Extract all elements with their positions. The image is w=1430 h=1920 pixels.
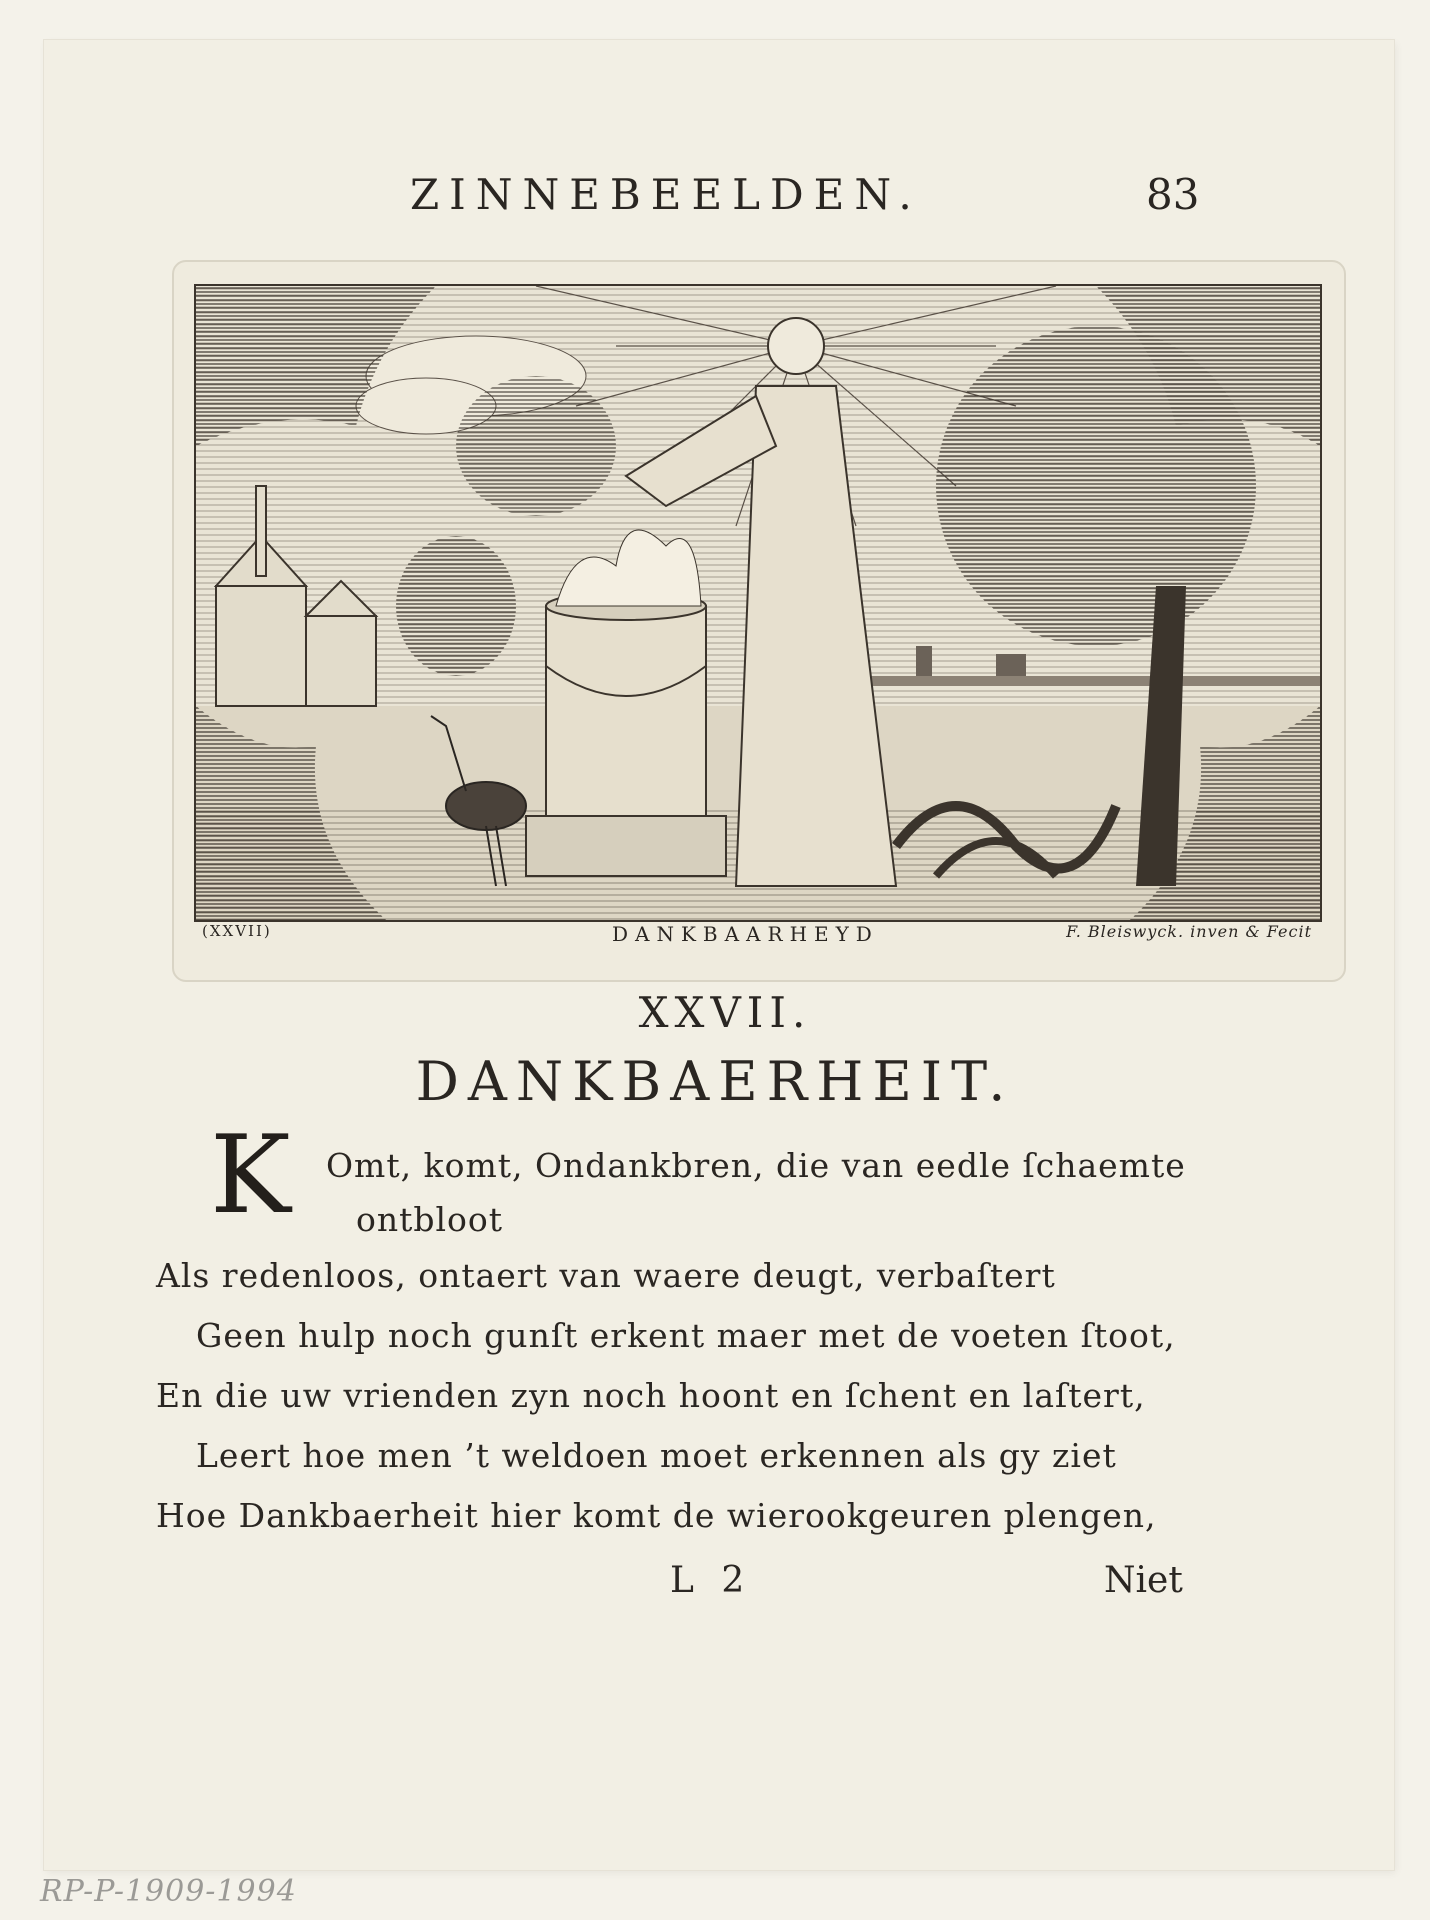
emblem-number: XXVII. bbox=[638, 988, 812, 1037]
inventory-number: RP-P-1909-1994 bbox=[40, 1874, 297, 1909]
verse-line: Hoe Dankbaerheit hier komt de wierookgeuren plengen, bbox=[156, 1496, 1157, 1535]
tree-icon bbox=[396, 536, 516, 676]
altar-icon bbox=[526, 592, 726, 876]
verse-line: En die uw vrienden zyn noch hoont en ſchent en laſtert, bbox=[156, 1376, 1146, 1415]
drop-cap: K bbox=[210, 1113, 291, 1238]
verse-line: ontbloot bbox=[356, 1200, 504, 1239]
verse-line: Leert hoe men ’t weldoen moet erkennen als gy ziet bbox=[196, 1436, 1117, 1475]
signature-mark: L 2 bbox=[670, 1560, 753, 1601]
plate-title: DANKBAARHEYD bbox=[612, 922, 879, 946]
verse-line: Geen hulp noch gunſt erkent maer met de voeten ſtoot, bbox=[196, 1316, 1176, 1355]
emblem-title: DANKBAERHEIT. bbox=[415, 1050, 1015, 1113]
emblem-engraving bbox=[194, 284, 1322, 922]
catchword: Niet bbox=[1104, 1560, 1183, 1601]
verse-line: Als redenloos, ontaert van waere deugt, verbaſtert bbox=[156, 1256, 1056, 1295]
engraving-illustration bbox=[196, 286, 1320, 920]
plate-credit: F. Bleiswyck. inven & Fecit bbox=[1066, 922, 1312, 941]
plate-number: (XXVII) bbox=[202, 922, 272, 940]
running-head: ZINNEBEELDEN. bbox=[410, 170, 922, 219]
verse-line: Omt, komt, Ondankbren, die van eedle ſchaemte bbox=[326, 1146, 1186, 1185]
smoke-icon bbox=[456, 376, 616, 516]
plate-captions bbox=[194, 922, 1318, 952]
page-number: 83 bbox=[1146, 170, 1200, 219]
